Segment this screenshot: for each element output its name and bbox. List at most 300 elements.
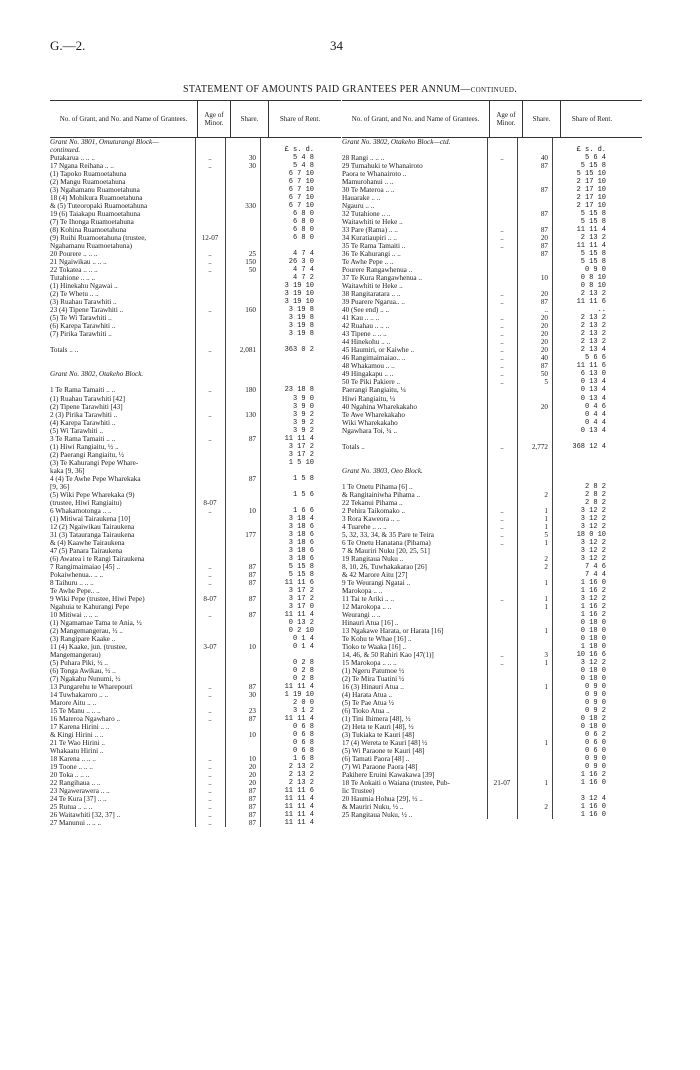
- minor-age: ..: [500, 338, 504, 347]
- rent-value: 2 8 2: [584, 498, 606, 507]
- share-value: 87: [248, 795, 256, 804]
- table-row: [342, 202, 642, 210]
- table-row: [342, 803, 642, 811]
- rent-value: [260, 138, 320, 146]
- rent-value: 11 11 4: [284, 683, 314, 692]
- share-value: 2: [544, 803, 548, 812]
- share-value: [517, 787, 552, 795]
- minor-age: [195, 218, 225, 226]
- minor-age: 21-07: [493, 779, 511, 788]
- table-row: [342, 146, 642, 154]
- grantee-name: 17 (4) Wereta te Kauri [48] ½: [342, 739, 428, 748]
- column-rule: [487, 138, 488, 819]
- grantee-name: 29 Tumahuki te Whanairoto: [342, 162, 423, 171]
- share-value: [517, 258, 552, 266]
- rent-value: 5 4 8: [292, 162, 314, 171]
- grantee-name: (1) Hiwi Rangiaitu, ½ ..: [50, 442, 119, 451]
- rent-value: 5 15 8: [288, 562, 314, 571]
- share-value: [517, 715, 552, 723]
- rent-value: 5 15 8: [580, 250, 606, 259]
- grantee-name: Waitawhiti te Heke ..: [342, 282, 403, 291]
- grantee-name: (1) Hinekahu Ngawai ..: [50, 282, 118, 291]
- rent-value: 1 16 0: [580, 803, 606, 812]
- grantee-name: (8) Kohina Ruamoetahuna: [50, 226, 127, 235]
- share-value: 25: [248, 250, 256, 259]
- table-row: [342, 386, 642, 394]
- rent-value: 1 16 2: [580, 771, 606, 780]
- rent-value: 2 13 2: [580, 330, 606, 339]
- rent-value: 0 9 0: [584, 266, 606, 275]
- table-row: [342, 627, 642, 635]
- share-value: [225, 427, 260, 435]
- grantee-name: 16 (3) Hinauri Atua ..: [342, 683, 404, 692]
- grantee-name: 17 Ngana Reihana .. ..: [50, 162, 114, 171]
- minor-age: ..: [500, 538, 504, 547]
- minor-age: [487, 306, 517, 314]
- grantee-name: 45 Haumiri, or Kaiwhe ..: [342, 346, 415, 355]
- table-row: [342, 314, 642, 322]
- rent-value: 6 8 0: [292, 218, 314, 227]
- minor-age: ..: [500, 594, 504, 603]
- minor-age: [195, 659, 225, 667]
- table-row: [342, 563, 642, 571]
- share-value: [225, 330, 260, 338]
- column-rule: [552, 138, 553, 819]
- col-header-rent: Share of Rent.: [279, 115, 321, 123]
- grantee-name: 22 Tokatea .. .. ..: [50, 266, 98, 275]
- share-value: [225, 403, 260, 411]
- grantee-name: (1) Ruahau Tarawhiti [42]: [50, 394, 126, 403]
- minor-age: [195, 515, 225, 523]
- rent-value: 0 8 10: [580, 274, 606, 283]
- rent-value: 6 7 10: [288, 186, 314, 195]
- grantee-name: 19 (6) Taiakapu Ruamoetahuna: [50, 210, 141, 219]
- minor-age: ..: [208, 803, 212, 812]
- grantee-name: 2 Pehira Taikomako ..: [342, 506, 406, 515]
- table-row: [342, 643, 642, 651]
- minor-age: ..: [500, 530, 504, 539]
- col-header-name: No. of Grant, and No. and Name of Grantees.: [50, 101, 198, 137]
- share-value: 150: [245, 258, 256, 267]
- table-row: [342, 138, 642, 146]
- minor-age: [487, 274, 517, 282]
- minor-age: [195, 523, 225, 531]
- grantee-name: (3) Te Kahurangi Pepe Whare-: [50, 458, 139, 467]
- report-code: G.—2.: [50, 38, 86, 53]
- rent-value: 3 18 6: [288, 546, 314, 555]
- column-rule: [225, 138, 226, 827]
- grantee-name: (2) Te Mira Tuatini ½: [342, 675, 405, 684]
- rent-value: 5 6 4: [584, 154, 606, 163]
- minor-age: [487, 627, 517, 635]
- rent-value: 3 17 2: [288, 442, 314, 451]
- share-value: [517, 146, 552, 154]
- table-row: [342, 427, 642, 435]
- share-value: [517, 218, 552, 226]
- minor-age: ..: [500, 514, 504, 523]
- minor-age: ..: [500, 362, 504, 371]
- minor-age: ..: [208, 763, 212, 772]
- grantee-name: 46 Rangimaimaiao.. ..: [342, 354, 406, 363]
- grantee-name: 28 Rangi .. .. ..: [342, 154, 385, 163]
- left-table-header: [50, 100, 341, 138]
- minor-age: [195, 731, 225, 739]
- table-row: [342, 378, 642, 386]
- share-value: [517, 587, 552, 595]
- grantee-name: [342, 459, 487, 467]
- grantee-name: (6) Tonga Awikau, ½ ..: [50, 667, 116, 676]
- rent-value: 2 13 2: [580, 290, 606, 299]
- grantee-name: (5) Te Pae Atua ½: [342, 699, 394, 708]
- grantee-name: (7) Te Ihonga Ruamoetahuna: [50, 218, 134, 227]
- minor-age: [195, 362, 225, 370]
- grantee-name: 20 Pourere .. .. ..: [50, 250, 98, 259]
- share-value: [225, 699, 260, 707]
- rent-value: 1 5 10: [288, 458, 314, 467]
- table-row: [342, 419, 642, 427]
- rent-value: [260, 651, 320, 659]
- table-row: [342, 731, 642, 739]
- minor-age: [487, 667, 517, 675]
- table-row: [342, 162, 642, 170]
- rent-value: 6 13 0: [580, 370, 606, 379]
- table-row: [342, 330, 642, 338]
- minor-age: [487, 411, 517, 419]
- grantee-name: (5) Te Wi Tarawhiti ..: [50, 314, 112, 323]
- minor-age: ..: [208, 683, 212, 692]
- share-value: [225, 146, 260, 154]
- grantee-name: (3) Rangipare Kaake ..: [50, 634, 116, 643]
- share-value: [225, 362, 260, 370]
- grantee-name: & Mauriri Nuku, ½ ..: [342, 803, 404, 812]
- rent-value: 3 17 2: [288, 586, 314, 595]
- share-value: 1: [544, 739, 548, 748]
- grantee-name: 4 Tuarehe .. .. ..: [342, 522, 387, 531]
- rent-value: 3 9 0: [292, 402, 314, 411]
- share-value: [225, 483, 260, 491]
- grantee-name: 3 Te Rama Tamaiti .. ..: [50, 434, 116, 443]
- grantee-name: Tioko te Waaka [16] ..: [342, 642, 407, 651]
- grantee-name: (2) Heta te Kauri [48], ½: [342, 723, 414, 732]
- table-row: [342, 282, 642, 290]
- table-row: [342, 451, 642, 459]
- table-row: [342, 403, 642, 411]
- table-row: [342, 322, 642, 330]
- grantee-name: 6 Whakamotonga .. ..: [50, 506, 112, 515]
- share-value: 50: [248, 266, 256, 275]
- grantee-name: 48 Whakamou .. ..: [342, 362, 395, 371]
- share-value: [517, 427, 552, 435]
- rent-value: 0 18 0: [580, 667, 606, 676]
- share-value: [225, 322, 260, 330]
- share-value: 87: [248, 594, 256, 603]
- rent-value: 1 5 6: [292, 490, 314, 499]
- share-value: 20: [540, 330, 548, 339]
- grantee-name: 23 (4) Tipene Tarawhiti ..: [50, 306, 124, 315]
- share-value: [517, 675, 552, 683]
- rent-value: 3 12 2: [580, 522, 606, 531]
- share-value: [225, 290, 260, 298]
- share-value: [225, 354, 260, 362]
- rent-value: 3 12 2: [580, 554, 606, 563]
- share-value: 1: [544, 779, 548, 788]
- share-value: 87: [540, 210, 548, 219]
- minor-age: [195, 739, 225, 747]
- rent-value: 11 11 4: [576, 242, 606, 251]
- rent-value: [260, 378, 320, 386]
- minor-age: [195, 619, 225, 627]
- rent-value: 3 9 2: [292, 410, 314, 419]
- minor-age: ..: [208, 771, 212, 780]
- share-value: [225, 467, 260, 475]
- minor-age: [487, 491, 517, 499]
- grantee-name: 23 Ngawerawera .. ..: [50, 787, 110, 796]
- minor-age: [487, 579, 517, 587]
- grantee-name: (1) Tapoko Ruamoetahuna: [50, 170, 127, 179]
- grantee-name: 18 Karena .. .. ..: [50, 755, 96, 764]
- minor-age: ..: [500, 651, 504, 659]
- rent-value: 0 4 4: [584, 410, 606, 419]
- rent-value: 5 15 10: [576, 170, 606, 179]
- minor-age: 3-07: [203, 642, 217, 651]
- rent-value: 0 1 4: [292, 642, 314, 651]
- minor-age: [487, 403, 517, 411]
- share-value: 20: [540, 234, 548, 243]
- rent-value: [260, 467, 320, 475]
- share-value: [517, 707, 552, 715]
- share-value: 3: [544, 651, 548, 659]
- minor-age: [195, 555, 225, 563]
- rent-value: 4 7 4: [292, 266, 314, 275]
- minor-age: ..: [500, 226, 504, 235]
- share-value: [517, 699, 552, 707]
- minor-age: [195, 475, 225, 483]
- minor-age: [195, 483, 225, 491]
- rent-value: 2 0 0: [292, 699, 314, 708]
- share-value: 1: [544, 578, 548, 587]
- rent-value: 3 12 4: [580, 795, 606, 804]
- minor-age: ..: [500, 506, 504, 515]
- share-value: 5: [544, 378, 548, 387]
- minor-age: [487, 194, 517, 202]
- minor-age: [195, 330, 225, 338]
- table-row: [342, 210, 642, 218]
- rent-value: 3 18 4: [288, 514, 314, 523]
- rent-value: 3 9 2: [292, 418, 314, 427]
- share-value: [225, 242, 260, 250]
- share-value: [225, 178, 260, 186]
- share-value: [225, 210, 260, 218]
- minor-age: [195, 395, 225, 403]
- grantee-name: 20 Toka .. .. ..: [50, 771, 90, 780]
- minor-age: ..: [208, 386, 212, 395]
- minor-age: [487, 803, 517, 811]
- minor-age: ..: [208, 562, 212, 571]
- share-value: 87: [248, 570, 256, 579]
- grantee-name: 13 Ngakawe Harata, or Harata [16]: [342, 626, 444, 635]
- share-value: [517, 475, 552, 483]
- minor-age: [487, 611, 517, 619]
- rent-value: 2 13 4: [580, 346, 606, 355]
- share-value: [225, 747, 260, 755]
- share-value: 2: [544, 562, 548, 571]
- minor-age: ..: [500, 154, 504, 163]
- grantee-name: 14, 46, & 50 Rahiri Kao [47(1)]: [342, 651, 434, 659]
- grantee-name: Paerangi Rangiaitu, ¼: [342, 386, 406, 395]
- share-value: 2: [544, 490, 548, 499]
- minor-age: [195, 186, 225, 194]
- share-value: [517, 178, 552, 186]
- grantee-name: Mangemangerau): [50, 651, 101, 659]
- share-value: 40: [540, 354, 548, 363]
- minor-age: [195, 667, 225, 675]
- minor-age: [195, 226, 225, 234]
- minor-age: [487, 427, 517, 435]
- minor-age: [487, 467, 517, 475]
- share-value: 20: [248, 763, 256, 772]
- minor-age: ..: [208, 610, 212, 619]
- share-value: 50: [540, 370, 548, 379]
- table-row: [342, 667, 642, 675]
- rent-value: 2 8 2: [584, 482, 606, 491]
- grantee-name: Totals .. ..: [50, 346, 79, 355]
- right-table: [342, 100, 642, 819]
- grantee-name: 11 Tai te Ariki .. ..: [342, 594, 394, 603]
- minor-age: [487, 210, 517, 218]
- table-row: [342, 483, 642, 491]
- table-row: [342, 411, 642, 419]
- minor-age: [195, 539, 225, 547]
- minor-age: [487, 739, 517, 747]
- minor-age: ..: [208, 346, 212, 355]
- table-row: [342, 531, 642, 539]
- grantee-name: [50, 354, 195, 362]
- grantee-name: 9 Wiki Pepe (trustee, Hiwi Pepe): [50, 594, 145, 603]
- grantee-name: Weurangi .. ..: [342, 610, 381, 619]
- grantee-name: (trustee, Hiwi Rangiaitu): [50, 498, 122, 507]
- minor-age: ..: [208, 250, 212, 259]
- minor-age: [487, 395, 517, 403]
- share-value: 87: [540, 362, 548, 371]
- rent-value: 0 13 4: [580, 394, 606, 403]
- share-value: [225, 170, 260, 178]
- minor-age: [487, 763, 517, 771]
- col-header-age: Age of Minor.: [490, 101, 523, 137]
- left-table: [50, 100, 341, 827]
- minor-age: [195, 202, 225, 210]
- minor-age: ..: [208, 755, 212, 764]
- minor-age: [487, 587, 517, 595]
- rent-value: 11 11 4: [284, 610, 314, 619]
- minor-age: ..: [500, 298, 504, 307]
- minor-age: [195, 210, 225, 218]
- grantee-name: 21 Te Wao Hirini ..: [50, 739, 105, 748]
- rent-value: 4 7 2: [292, 274, 314, 283]
- rent-value: 3 18 6: [288, 538, 314, 547]
- rent-value: 1 5 8: [292, 474, 314, 483]
- grantee-name: 43 Tipene .. .. ..: [342, 330, 387, 339]
- rent-value: 0 9 0: [584, 755, 606, 764]
- rent-value: 1 16 0: [580, 578, 606, 587]
- minor-age: [487, 563, 517, 571]
- minor-age: ..: [500, 370, 504, 379]
- grantee-name: Mamurohanui .. ..: [342, 178, 394, 187]
- grantee-name: [342, 435, 487, 443]
- rent-value: 3 19 8: [288, 330, 314, 339]
- rent-value: 3 17 2: [288, 450, 314, 459]
- minor-age: ..: [500, 322, 504, 331]
- rent-value: 11 11 4: [284, 715, 314, 724]
- grantee-name: (2) Te Whetu .. ..: [50, 290, 99, 299]
- grantee-name: 41 Kau .. .. ..: [342, 314, 380, 323]
- table-row: [342, 499, 642, 507]
- rent-value: 5 6 6: [584, 354, 606, 363]
- table-row: [342, 715, 642, 723]
- grantee-name: 39 Puarere Ngarua.. ..: [342, 298, 405, 307]
- grantee-name: Grant No. 3801, Omuturangi Block—: [50, 138, 159, 146]
- rent-value: [260, 499, 320, 507]
- table-row: [342, 779, 642, 787]
- grantee-name: 4 (4) Te Awhe Pepe Wharekaka: [50, 474, 141, 483]
- rent-value: 0 18 0: [580, 618, 606, 627]
- grantee-name: 1 Te Onetu Pihama [6] ..: [342, 482, 413, 491]
- table-row: [342, 258, 642, 266]
- share-value: 20: [540, 346, 548, 355]
- share-value: [225, 443, 260, 451]
- rent-value: 11 11 4: [284, 434, 314, 443]
- share-value: 87: [540, 242, 548, 251]
- minor-age: [487, 691, 517, 699]
- minor-age: [195, 467, 225, 475]
- table-row: [342, 370, 642, 378]
- rent-value: 6 7 10: [288, 178, 314, 187]
- minor-age: ..: [500, 354, 504, 363]
- grantee-name: (6) Tioko Atua ..: [342, 707, 390, 716]
- rent-value: 1 19 10: [284, 691, 314, 700]
- share-value: 87: [248, 819, 256, 828]
- rent-value: 3 12 2: [580, 538, 606, 547]
- grantee-name: 8, 10, 26, Tuwhakakarao [26]: [342, 562, 427, 571]
- share-value: 1: [544, 594, 548, 603]
- minor-age: [195, 419, 225, 427]
- minor-age: [487, 811, 517, 819]
- share-value: 87: [248, 715, 256, 724]
- share-value: [225, 186, 260, 194]
- minor-age: [195, 370, 225, 378]
- share-value: [517, 411, 552, 419]
- share-value: [225, 723, 260, 731]
- minor-age: [195, 282, 225, 290]
- share-value: 87: [248, 803, 256, 812]
- rent-value: [552, 435, 612, 443]
- grantee-name: Hiwi Rangiaitu, ¼: [342, 394, 396, 403]
- minor-age: [195, 699, 225, 707]
- rent-value: 5 15 8: [580, 258, 606, 267]
- table-row: [342, 723, 642, 731]
- minor-age: [195, 242, 225, 250]
- share-value: [517, 691, 552, 699]
- rent-value: 11 11 6: [576, 298, 606, 307]
- share-value: 87: [540, 298, 548, 307]
- rent-value: 2 13 2: [580, 234, 606, 243]
- minor-age: ..: [208, 410, 212, 419]
- share-value: 10: [248, 731, 256, 740]
- share-value: [517, 811, 552, 819]
- share-value: [517, 755, 552, 763]
- table-row: [342, 186, 642, 194]
- minor-age: [487, 619, 517, 627]
- share-value: [517, 731, 552, 739]
